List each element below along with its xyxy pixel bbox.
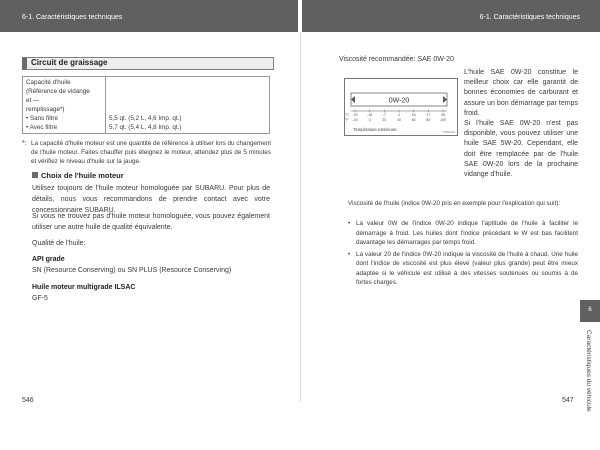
page-gutter <box>300 32 301 402</box>
bullet-text: La valeur 20 de l'indice 0W-20 indique la viscosité de l'huile à chaud. Une huile dont l'indice de viscosité est plus élevé (valeur plus grande) peut être mieux adaptée si le véhicule est utilisé à des vitesses soutenues ou soumis à de fortes charges. <box>356 250 578 286</box>
footnote-marker: *: <box>22 140 27 147</box>
list-item <box>348 219 578 248</box>
chapter-sidebar-label: Caractéristiques du véhicule <box>585 330 592 412</box>
page-number-right: 547 <box>562 397 574 404</box>
subheading <box>32 171 124 180</box>
list-item <box>348 250 578 288</box>
header-section-left: 6-1. Caractéristiques techniques <box>22 14 123 21</box>
viscosity-chart-svg <box>345 79 457 135</box>
bullet-icon: • <box>348 220 351 227</box>
celsius-tick-label: 27 <box>426 113 431 117</box>
celsius-tick-label: -29 <box>352 113 358 117</box>
capacity-label: (Référence de vidange <box>26 88 90 95</box>
section-title <box>22 57 274 70</box>
page-header-left <box>0 0 298 32</box>
paragraph-2: Si vous ne trouvez pas d'huile moteur homologuée, vous pouvez également utiliser une autre huile de qualité équivalente. <box>32 213 270 231</box>
capacity-value: 5,7 qt. (5,4 L, 4,8 Imp. qt.) <box>109 124 182 131</box>
axis-caption: Température extérieure <box>353 127 397 132</box>
capacity-label: • Avec filtre <box>26 124 58 131</box>
fahrenheit-tick-label: 80 <box>426 118 431 122</box>
fahrenheit-tick-label: 0 <box>368 118 371 122</box>
capacity-label: et — <box>26 97 40 104</box>
celsius-tick-label: 38 <box>441 113 445 117</box>
celsius-tick-label: 16 <box>411 113 416 117</box>
viscosity-intro: Viscosité de l'huile (indice 0W-20 pris en exemple pour l'explication qui suit): <box>348 200 561 207</box>
header-section-right: 6-1. Caractéristiques techniques <box>479 14 580 21</box>
side-paragraph-text: L'huile SAE 0W-20 constitue le meilleur choix car elle garantit de bonnes économies de carburant et assure un bon démarrage par temps froid. Si l'huile SAE 0W-20 n'est pas disponible, vous pouvez utiliser une huile SAE 5W-20. Cependant, elle doit être remplacée par de l'huile SAE 0W-20 lors de la prochaine vidange d'huile. <box>464 69 578 179</box>
capacity-value-cell <box>106 77 270 134</box>
ilsac-text: GF-5 <box>32 295 48 302</box>
celsius-ticks <box>352 110 445 118</box>
fahrenheit-tick-label: 20 <box>382 118 387 122</box>
bullet-icon: • <box>348 250 351 258</box>
paragraph-1: Utilisez toujours de l'huile moteur homologuée par SUBARU. Pour plus de détails, nous vous recommandons de prendre contact avec votre concessionnaire SUBARU. <box>32 185 270 214</box>
page-header-right <box>302 0 600 32</box>
celsius-tick-label: -7 <box>382 113 386 117</box>
celsius-label: °C <box>345 113 349 117</box>
band-label: 0W-20 <box>388 97 410 105</box>
capacity-label: Capacité d'huile <box>26 79 71 86</box>
quality-label: Qualité de l'huile: <box>32 240 86 247</box>
section-title-text: Circuit de graissage <box>31 58 108 67</box>
viscosity-title: Viscosité recommandée: SAE 0W-20 <box>339 56 454 63</box>
api-heading: API grade <box>32 256 65 263</box>
side-paragraph <box>464 68 578 180</box>
fahrenheit-ticks <box>352 118 446 122</box>
chapter-tab-number: 6 <box>588 307 592 313</box>
fahrenheit-tick-label: 100 <box>440 118 446 122</box>
page-number-left: 546 <box>22 397 34 404</box>
api-text: SN (Resource Conserving) ou SN PLUS (Resource Conserving) <box>32 267 232 274</box>
capacity-label: • Sans filtre <box>26 115 58 122</box>
fahrenheit-tick-label: 40 <box>397 118 401 122</box>
capacity-label: remplissage*) <box>26 106 65 113</box>
chapter-sidebar <box>574 330 600 420</box>
oil-capacity-table <box>22 76 270 134</box>
viscosity-chart <box>344 78 458 136</box>
fahrenheit-label: °F <box>345 118 349 122</box>
square-bullet-icon <box>32 172 38 178</box>
footnote-text: La capacité d'huile moteur est une quantité de référence à utiliser lors du changement de l'huile moteur. Faites chauffer puis éteignez le moteur, attendez plus de 5 minutes et vérifiez le niveau d'huile sur la jauge. <box>31 140 271 165</box>
figure-code: ITN0L020 <box>442 130 455 134</box>
fahrenheit-tick-label: -20 <box>352 118 358 122</box>
bullet-list <box>348 219 578 288</box>
ilsac-heading: Huile moteur multigrade ILSAC <box>32 284 136 291</box>
capacity-label-cell <box>23 77 106 134</box>
celsius-tick-label: 4 <box>398 113 400 117</box>
bullet-text: La valeur 0W de l'indice 0W-20 indique l'aptitude de l'huile à faciliter le démarrage à froid. Les huiles dont l'indice précédant le W est bas facilitent davantage les démarrages par temps froid. <box>356 220 578 246</box>
celsius-tick-label: -18 <box>367 113 373 117</box>
chapter-tab[interactable] <box>580 300 600 322</box>
fahrenheit-tick-label: 60 <box>411 118 416 122</box>
capacity-value: 5,5 qt. (5,2 L, 4,6 Imp. qt.) <box>109 115 182 122</box>
subheading-text: Choix de l'huile moteur <box>41 171 124 180</box>
